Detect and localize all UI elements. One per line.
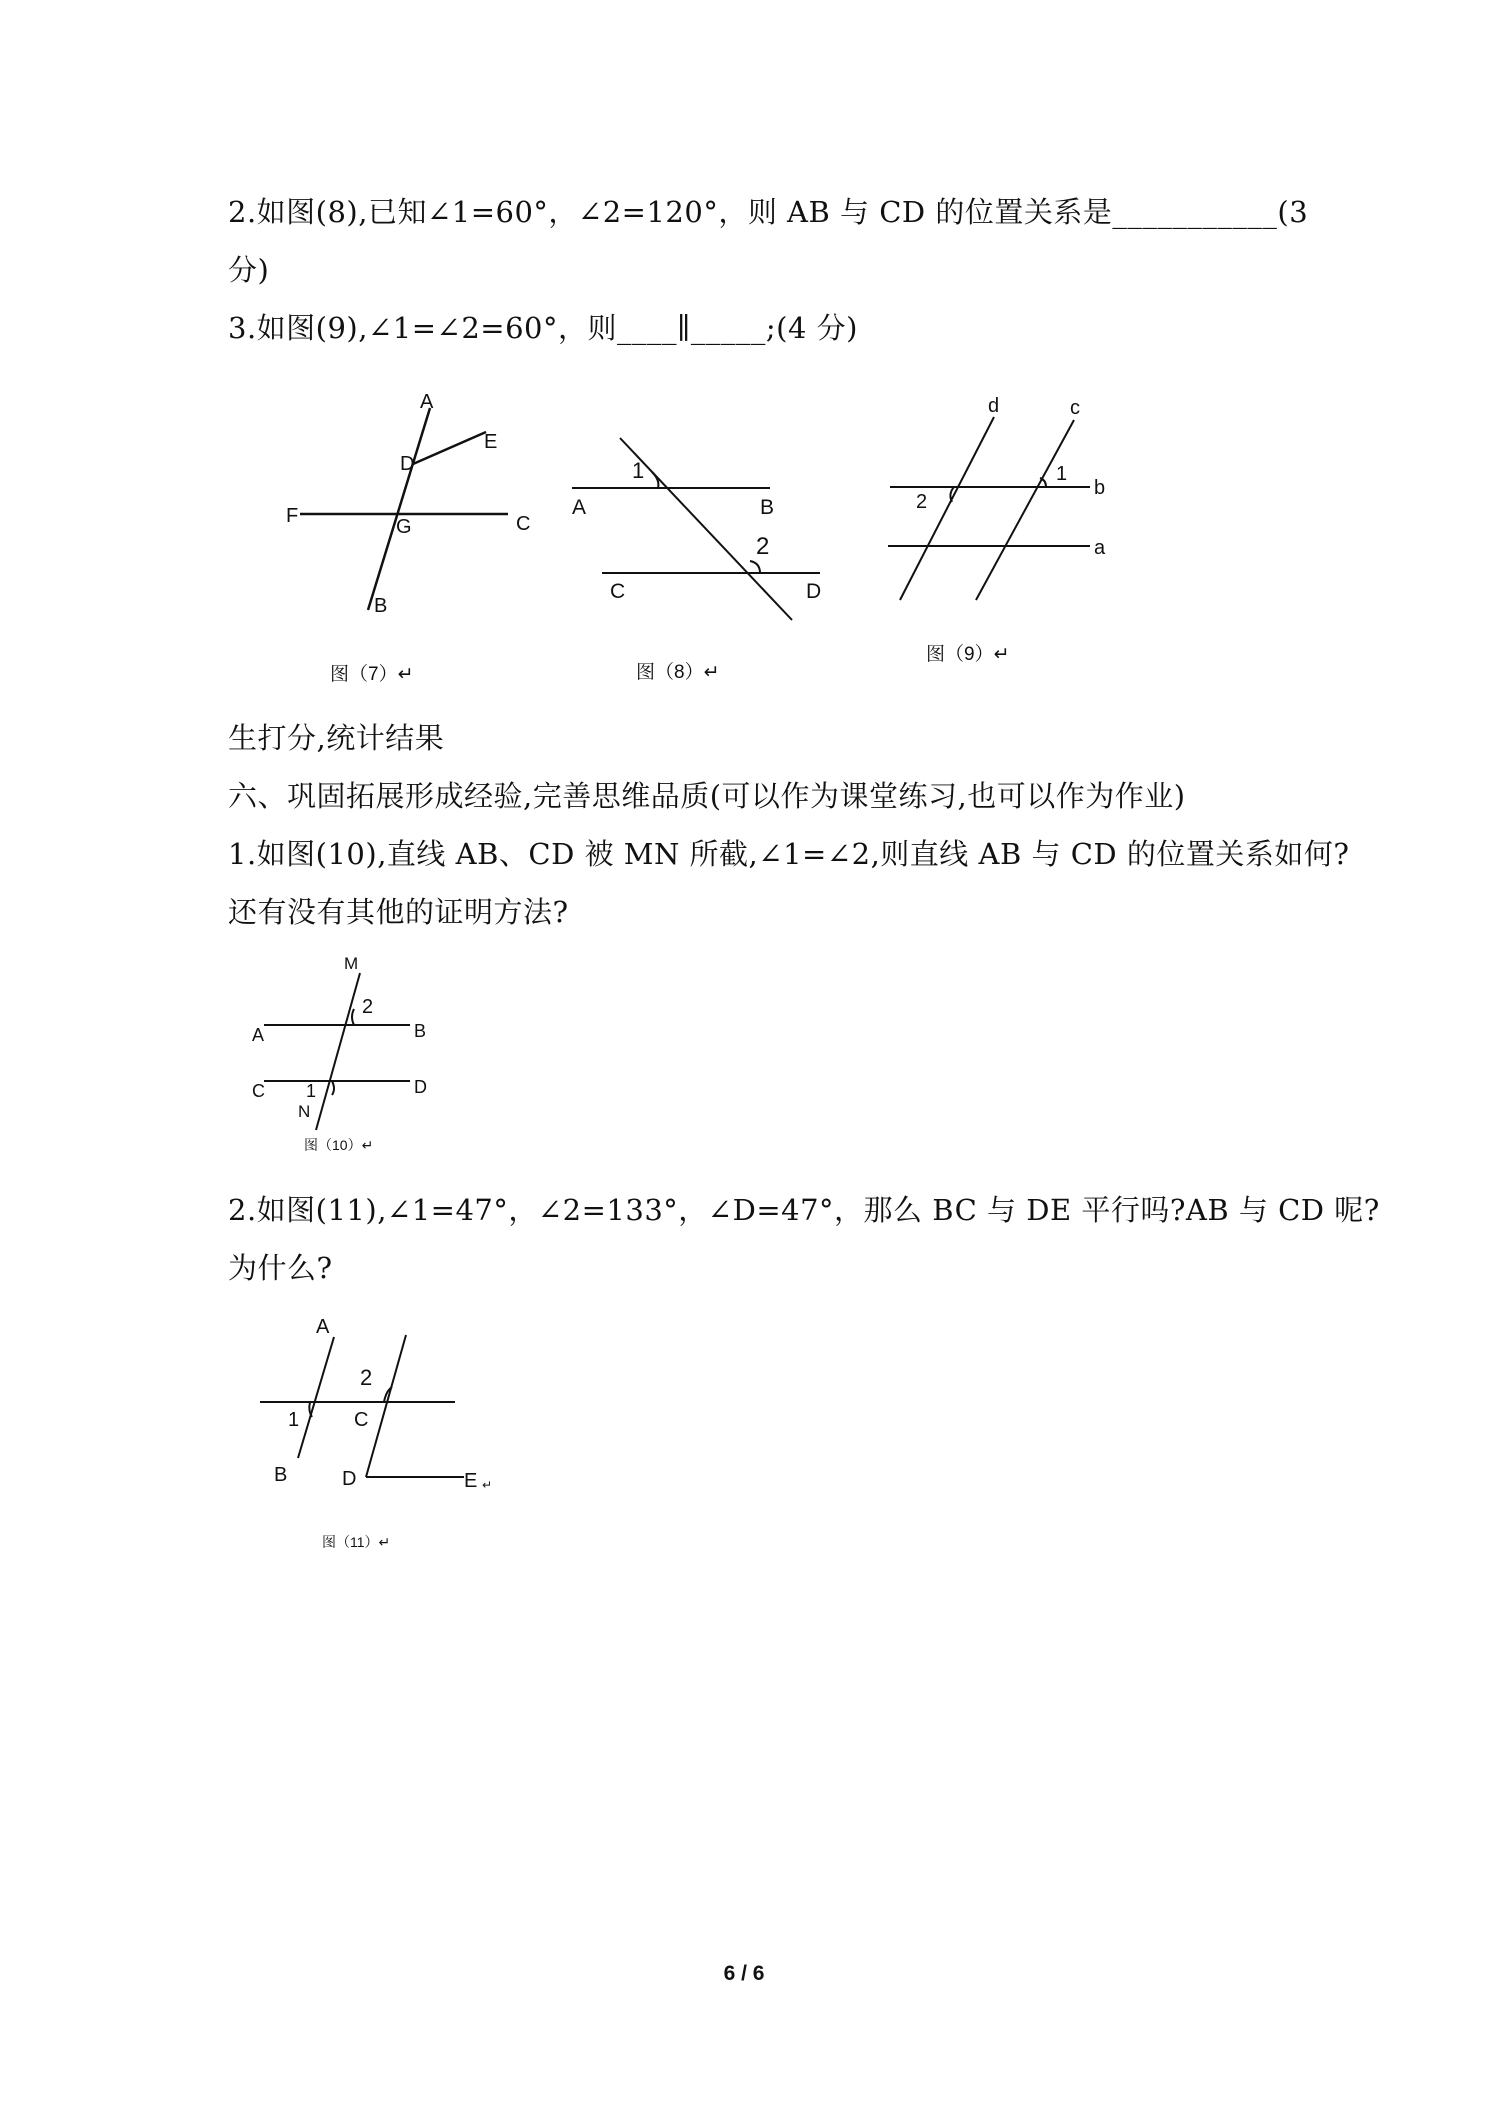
fig9-label-1: 1 <box>1056 463 1068 485</box>
fig7-label-e: E <box>484 431 498 453</box>
fig11-label-1: 1 <box>288 1409 300 1431</box>
figure-8 <box>560 420 850 690</box>
practice-1-line-2: 还有没有其他的证明方法? <box>228 895 569 929</box>
fig9-caption: 图（9）↵ <box>926 644 1010 665</box>
fig11-label-b: B <box>274 1464 288 1486</box>
fig8-angle-1-arc <box>652 472 658 488</box>
fig11-label-a: A <box>316 1316 330 1338</box>
fig7-label-f: F <box>286 505 299 527</box>
question-3: 3.如图(9),∠1=∠2=60°，则____∥_____;(4 分) <box>228 311 858 345</box>
scoring-note: 生打分,统计结果 <box>228 721 445 755</box>
fig8-label-d: D <box>806 580 822 603</box>
fig9-label-d: d <box>988 395 1000 417</box>
fig9-label-a: a <box>1094 537 1106 559</box>
fig10-angle-1-arc <box>332 1081 334 1095</box>
fig9-label-b: b <box>1094 477 1106 499</box>
fig10-label-n: N <box>298 1102 311 1121</box>
fig8-angle-2-arc <box>750 561 760 573</box>
fig7-label-a: A <box>420 391 434 413</box>
fig8-label-1: 1 <box>632 458 645 483</box>
fig11-caption: 图（11）↵ <box>322 1534 391 1550</box>
fig7-label-b: B <box>374 595 388 617</box>
fig10-line-mn <box>316 973 360 1130</box>
figure-11 <box>250 1315 520 1555</box>
fig9-label-2: 2 <box>916 491 928 513</box>
question-2-line-2: 分) <box>228 253 270 287</box>
fig11-line-cd <box>366 1335 406 1477</box>
fig11-label-d: D <box>342 1468 357 1490</box>
fig7-label-d: D <box>400 453 415 475</box>
fig10-label-c: C <box>252 1081 265 1101</box>
practice-1-line-1: 1.如图(10),直线 AB、CD 被 MN 所截,∠1=∠2,则直线 AB 与 CD 的位置关系如何? <box>228 837 1350 871</box>
fig8-transversal <box>620 438 792 620</box>
page-number: 6 / 6 <box>723 1962 765 1985</box>
figure-9 <box>880 390 1140 680</box>
fig11-line-ab <box>298 1337 334 1458</box>
fig11-label-e: E <box>464 1470 478 1492</box>
section-6-heading: 六、巩固拓展形成经验,完善思维品质(可以作为课堂练习,也可以作为作业) <box>228 779 1186 813</box>
fig10-label-m: M <box>344 954 359 973</box>
figure-10 <box>240 955 460 1160</box>
fig11-return-mark: ↵ <box>482 1478 493 1492</box>
fig8-caption: 图（8）↵ <box>636 662 720 683</box>
fig10-label-d: D <box>414 1077 427 1097</box>
fig11-label-2: 2 <box>360 1365 373 1390</box>
fig10-label-1: 1 <box>306 1081 317 1101</box>
fig8-label-c: C <box>610 580 626 603</box>
fig9-line-c <box>976 420 1074 600</box>
question-2-line-1: 2.如图(8),已知∠1=60°，∠2=120°，则 AB 与 CD 的位置关系是___________(3 <box>228 195 1309 229</box>
fig7-line-ab <box>368 408 430 610</box>
fig10-label-b: B <box>414 1021 427 1041</box>
fig10-label-a: A <box>252 1025 265 1045</box>
practice-2-line-1: 2.如图(11),∠1=47°，∠2=133°，∠D=47°，那么 BC 与 DE 平行吗?AB 与 CD 呢? <box>228 1193 1380 1227</box>
fig10-angle-2-arc <box>352 1009 354 1025</box>
practice-2-line-2: 为什么? <box>228 1251 333 1285</box>
fig10-caption: 图（10）↵ <box>304 1137 374 1153</box>
fig8-label-2: 2 <box>756 533 770 560</box>
fig7-label-g: G <box>396 516 412 538</box>
fig8-label-a: A <box>572 496 587 519</box>
fig7-label-c: C <box>516 513 531 535</box>
fig10-label-2: 2 <box>362 996 374 1018</box>
figure-7 <box>280 390 540 690</box>
fig8-label-b: B <box>760 496 775 519</box>
fig7-caption: 图（7）↵ <box>330 664 414 685</box>
fig11-label-c: C <box>354 1409 369 1431</box>
fig9-label-c: c <box>1070 397 1080 419</box>
fig9-line-d <box>900 417 994 600</box>
fig7-ray-de <box>413 432 486 464</box>
